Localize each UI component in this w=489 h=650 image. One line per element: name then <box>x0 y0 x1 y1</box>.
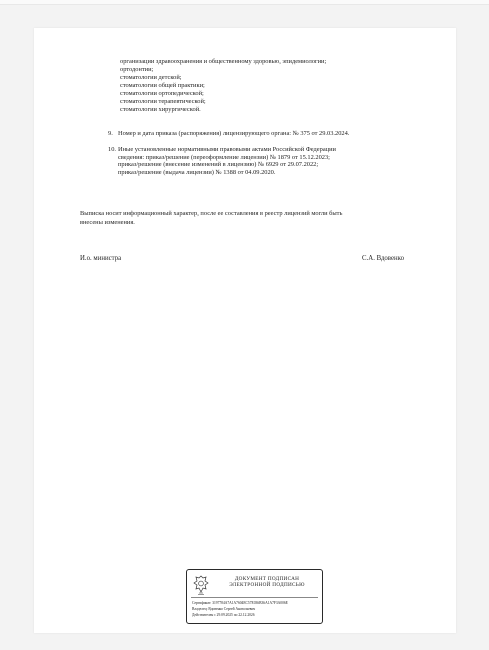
item-10-line: приказ/решение (выдача лицензии) № 1388 от 04.09.2020. <box>118 168 276 176</box>
item-9-text: Номер и дата приказа (распоряжения) лицензирующего органа: № 375 от 29.03.2024. <box>118 130 350 137</box>
item-9-number: 9. <box>108 130 113 137</box>
electronic-signature-stamp <box>186 569 323 624</box>
stamp-title-line: ЭЛЕКТРОННОЙ ПОДПИСЬЮ <box>229 582 305 589</box>
item-10-number: 10. <box>108 146 116 153</box>
viewer-top-bar <box>0 0 489 5</box>
specialty-line: организации здравоохранения и общественному здоровью, эпидемиологии; <box>120 58 327 65</box>
stamp-owner: Владелец: Вдовенко Сергей Анатольевич <box>192 607 256 611</box>
stamp-certificate: Сертификат: 3197784A7A1A7604EC57E036B36A1A7F3A006E <box>192 601 288 605</box>
item-10-line: Иные установленные нормативными правовыми актами Российской Федерации <box>118 146 336 153</box>
specialty-line: стоматологии терапевтической; <box>120 98 206 105</box>
stamp-validity: Действителен с 29.09.2025 по 22.12.2026 <box>192 613 255 617</box>
specialty-line: стоматологии ортопедической; <box>120 90 204 97</box>
specialty-line: ортодонтии; <box>120 66 154 73</box>
specialty-line: стоматологии хирургической. <box>120 106 201 113</box>
disclaimer-line: внесены изменения. <box>80 219 135 226</box>
stamp-title <box>217 576 317 589</box>
item-10 <box>108 146 408 176</box>
specialty-line: стоматологии общей практики; <box>120 82 205 89</box>
coat-of-arms-icon <box>192 574 210 596</box>
specialty-line: стоматологии детской; <box>120 74 182 81</box>
item-10-line: сведения: приказ/решение (переоформление лицензии) № 1879 от 15.12.2023; <box>118 153 330 161</box>
item-10-line: приказ/решение (внесение изменений в лицензию) № 6929 от 29.07.2022; <box>118 161 319 169</box>
signatory-name: С.А. Вдовенко <box>362 255 404 262</box>
signatory-position: И.о. министра <box>80 255 122 262</box>
stamp-title-line: ДОКУМЕНТ ПОДПИСАН <box>234 576 300 582</box>
item-9 <box>108 130 408 138</box>
disclaimer-line: Выписка носит информационный характер, после ее составления в реестр лицензий могли быть <box>80 210 343 217</box>
stamp-divider <box>191 597 318 598</box>
document-page <box>34 28 456 633</box>
